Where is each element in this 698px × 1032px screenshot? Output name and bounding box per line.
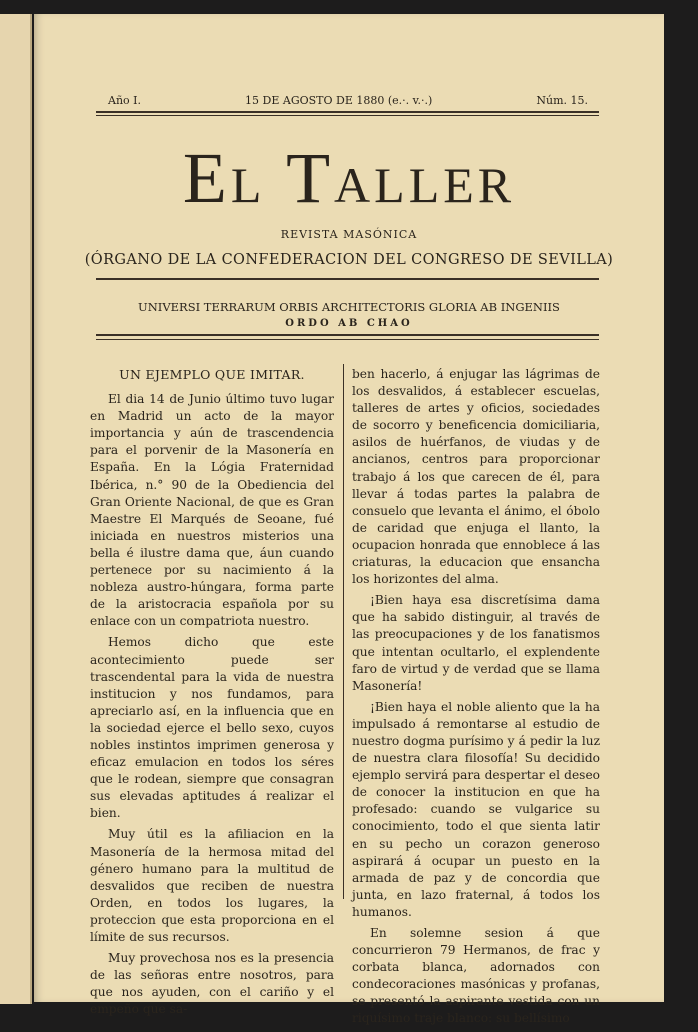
column-divider: [343, 364, 344, 899]
masthead-divider: [96, 278, 599, 280]
top-double-rule-2: [96, 115, 599, 116]
article-paragraph: Muy provechosa nos es la presencia de las señoras entre nosotros, para que nos ayuden, con el cariño y el empeño que sa-: [90, 951, 334, 1017]
top-double-rule-1: [96, 111, 599, 113]
article-paragraph: El dia 14 de Junio último tuvo lugar en Madrid un acto de la mayor importancia y aún de trascendencia para el porvenir de la Masonería en España. En la Lógia Fraternidad Ibérica, n.° 90 de la Obediencia del Gran Oriente Nacional, de que es Gran Maestre El Marqués de Seoane, fué iniciada en nuestros misterios una bella é ilustre dama que, áun cuando pertenece por su nacimiento á la nobleza austro-húngara, forma parte de la aristocracia española por su enlace con un compatriota nuestro.: [90, 392, 334, 629]
article-paragraph: En solemne sesion á que concurrieron 79 Hermanos, de frac y corbata blanca, adornados con condecoraciones masónicas y profanas, se presentó la aspirante vestida con un riquísimo traje blanco: su bellísimo: [352, 926, 600, 1026]
issue-number: Núm. 15.: [536, 94, 588, 107]
publication-organ-line: (ÓRGANO DE LA CONFEDERACION DEL CONGRESO DE SEVILLA): [84, 252, 614, 268]
newspaper-page: [34, 14, 664, 1026]
article-paragraph: ¡Bien haya el noble aliento que la ha impulsado á remontarse al estudio de nuestro dogma purísimo y á pedir la luz de nuestra clara filosofía! Su decidido ejemplo servirá para despertar el deseo de conocer la institucion en que ha profesado: cuando se vulgarice su conocimiento, todo el que sienta latir en su pecho un corazon generoso aspirará á ocupar un puesto en la armada de paz y de concordia que junta, en lazo fraternal, á todos los humanos.: [352, 699, 600, 919]
issue-date: 15 DE AGOSTO DE 1880 (e.·. v.·.): [245, 94, 433, 107]
article-paragraph: ¡Bien haya esa discretísima dama que ha sabido distinguir, al través de las preocupaciones y de los fanatismos que intentan ocultarlo, el explendente faro de virtud y de verdad que se llama Masonería!: [352, 593, 600, 693]
publication-subtitle: REVISTA MASÓNICA: [280, 228, 418, 241]
article-paragraph: Hemos dicho que este acontecimiento puede ser trascendental para la vida de nuestra institucion y nos fundamos, para apreciarlo así, en la influencia que en la sociedad ejerce el bello sexo, cuyos nobles instintos imprimen generosa y eficaz emulacion en todos los séres que le rodean, siempre que consagran sus elevadas aptitudes á realizar el bien.: [90, 635, 334, 821]
article-title: UN EJEMPLO QUE IMITAR.: [119, 367, 305, 382]
facing-page-edge: [0, 14, 32, 1004]
content-double-rule-2: [96, 339, 599, 340]
content-double-rule-1: [96, 334, 599, 336]
ordo-motto: ORDO AB CHAO: [285, 318, 413, 329]
latin-motto: UNIVERSI TERRARUM ORBIS ARCHITECTORIS GLORIA AB INGENIIS: [138, 300, 560, 314]
article-paragraph: Muy útil es la afiliacion en la Masonería de la hermosa mitad del género humano para la multitud de desvalidos que reciben de nuestra Orden, en todos los lugares, la proteccion que esta proporciona en el límite de sus recursos.: [90, 827, 334, 944]
article-paragraph-continuation: ben hacerlo, á enjugar las lágrimas de los desvalidos, á establecer escuelas, talleres de artes y oficios, sociedades de socorro y beneficencia domiciliaria, asilos de huérfanos, de viudas y de ancianos, centros para proporcionar trabajo á los que carecen de él, para llevar á todas partes la palabra de consuelo que levanta el ánimo, el óbolo de caridad que enjuga el llanto, la ocupacion honrada que ennoblece á las criaturas, la educacion que ensancha los horizontes del alma.: [352, 367, 600, 587]
publication-title: El Taller: [182, 138, 516, 218]
left-column: [90, 366, 334, 1022]
right-column: [352, 366, 600, 1032]
masthead-info-row: [108, 94, 588, 107]
year-label: Año I.: [108, 94, 141, 107]
